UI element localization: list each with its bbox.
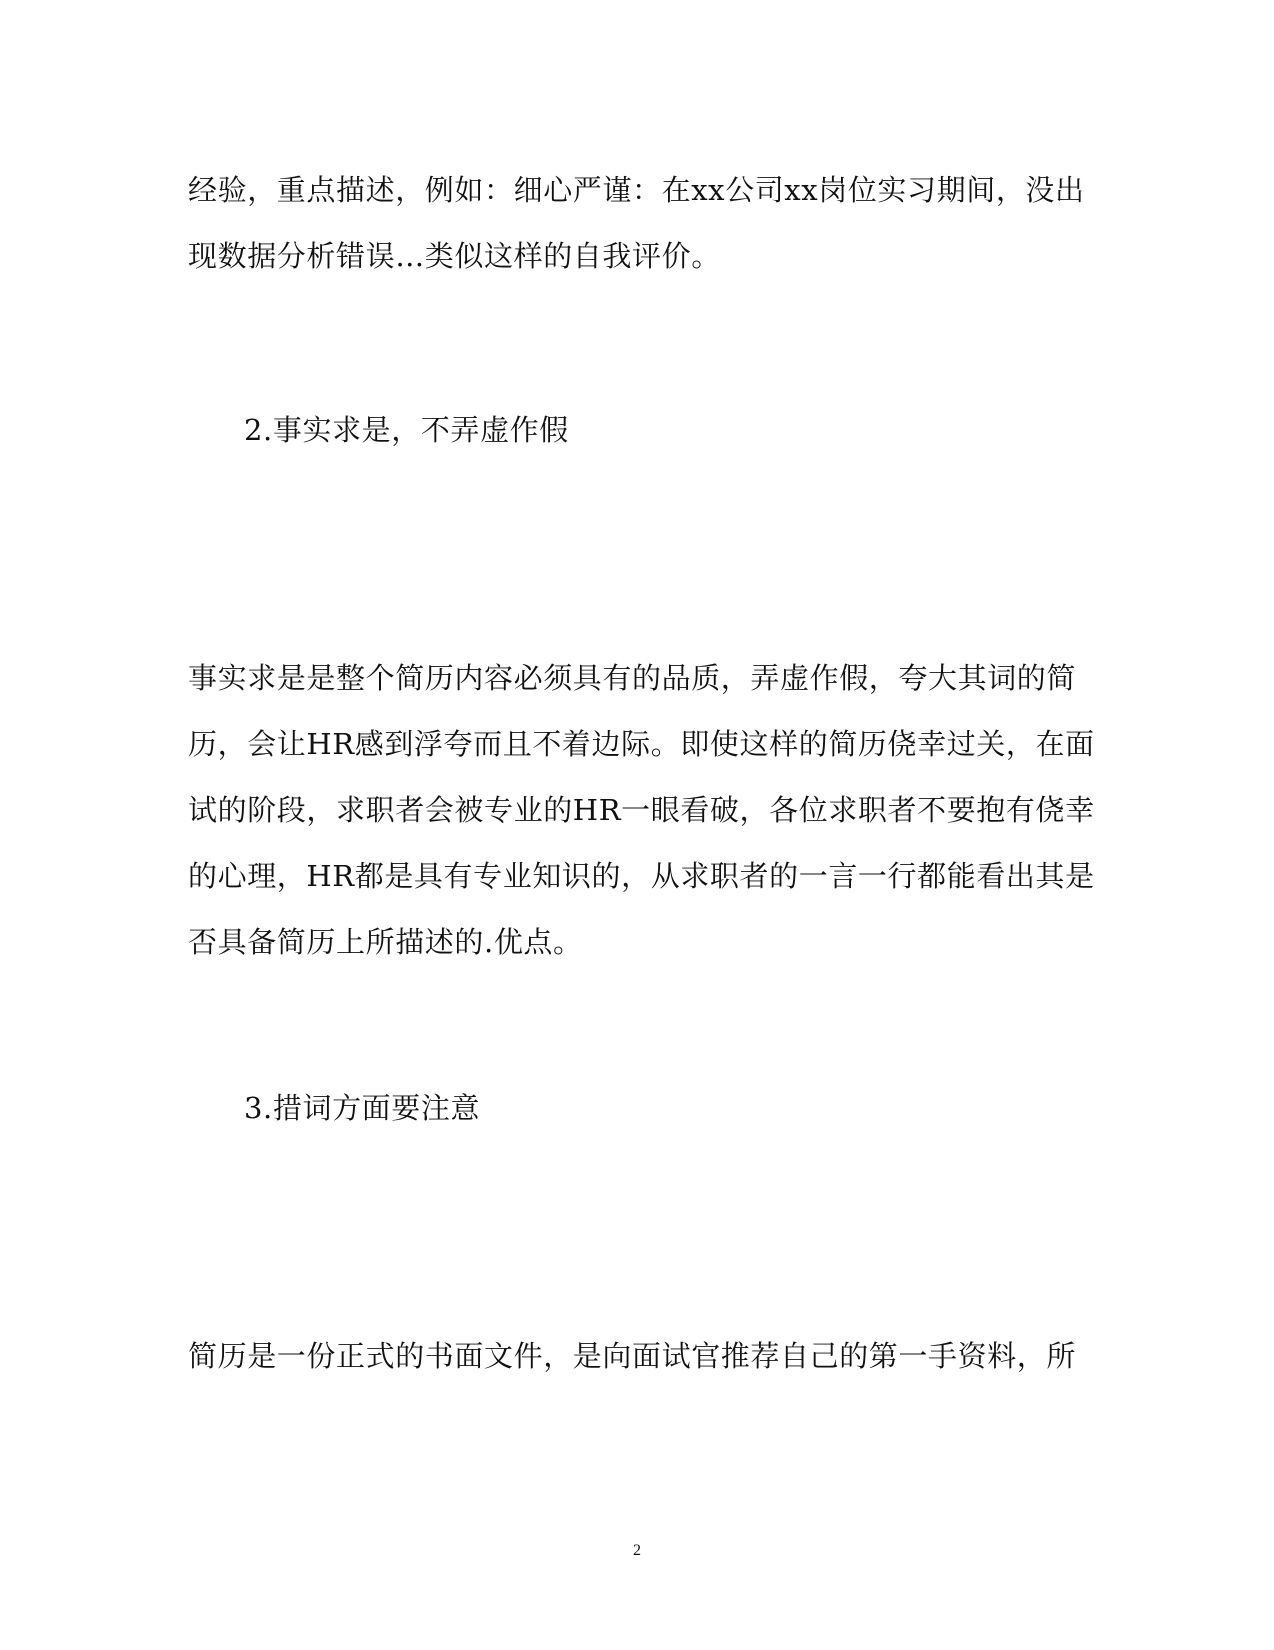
text-line: 历，会让HR感到浮夸而且不着边际。即使这样的简历侥幸过关，在面 [188, 727, 1095, 761]
text-line: 现数据分析错误…类似这样的自我评价。 [188, 239, 721, 273]
text-line: 简历是一份正式的书面文件，是向面试官推荐自己的第一手资料，所 [188, 1339, 1077, 1373]
section-heading-2: 2.事实求是，不弄虚作假 [244, 413, 569, 447]
text-line: 的心理，HR都是具有专业知识的，从求职者的一言一行都能看出其是 [188, 859, 1095, 893]
text-line: 经验，重点描述，例如：细心严谨：在xx公司xx岗位实习期间，没出 [188, 173, 1085, 207]
section-heading-3: 3.措词方面要注意 [244, 1091, 481, 1125]
paragraph-wording [188, 1323, 1077, 1389]
paragraph-truthfulness [188, 645, 1095, 975]
text-line: 否具备简历上所描述的.优点。 [188, 925, 583, 959]
paragraph-self-evaluation [188, 157, 1085, 289]
text-line: 事实求是是整个简历内容必须具有的品质，弄虚作假，夸大其词的简 [188, 661, 1077, 695]
page-number: 2 [633, 1542, 641, 1559]
text-line: 试的阶段，求职者会被专业的HR一眼看破，各位求职者不要抱有侥幸 [188, 793, 1095, 827]
